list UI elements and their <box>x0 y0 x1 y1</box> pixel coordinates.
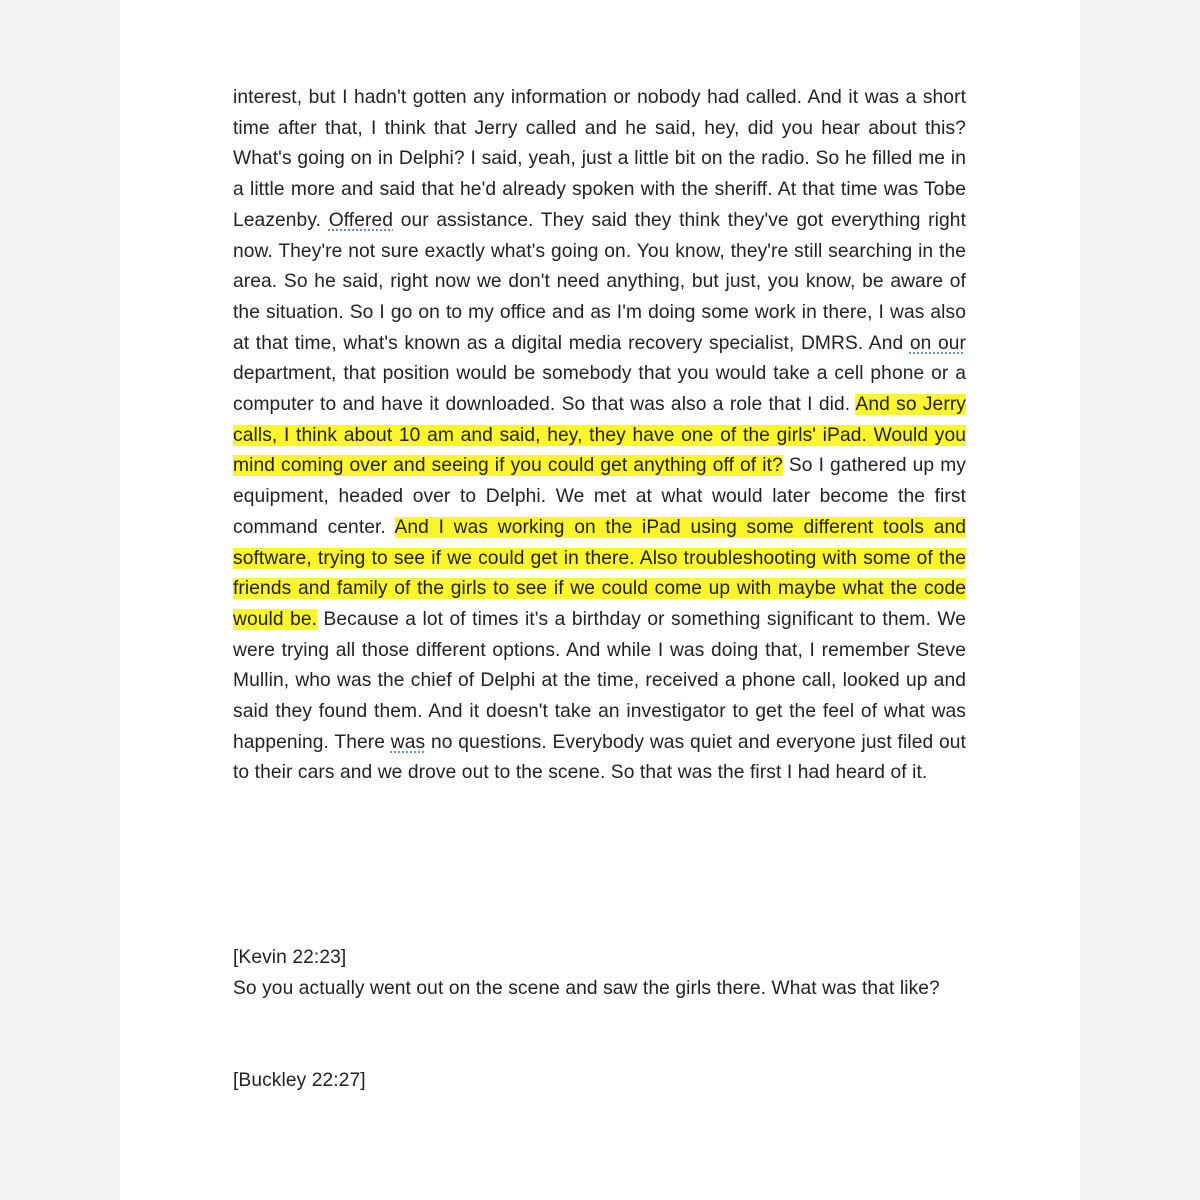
flagged-word-on-our[interactable]: on our <box>909 332 966 354</box>
text-run: no questions. Everybody was quiet and everyone just filed out to their cars and we drove out to the scene. So that was the first I had heard of it. <box>233 731 966 784</box>
text-run: So I gathered up my equipment, headed over to Delphi. We met at what would later become the first command center. <box>233 455 966 538</box>
speaker-label-buckley: [Buckley 22:27] <box>233 1070 366 1091</box>
speaker-block-kevin <box>233 943 966 1004</box>
text-run: our assistance. They said they think they've got everything right now. They're not sure exactly what's going on. You know, they're still searching in the area. So he said, right now we don't need anything, but just, you know, be aware of the situation. So I go on to my office and as I'm doing some work in there, I was also at that time, what's known as a digital media recovery specialist, DMRS. And <box>233 209 966 354</box>
highlighted-passage-ipad-work[interactable]: And I was working on the iPad using some different tools and software, trying to see if we could get in there. Also troubleshooting with some of the friends and family of the girls to see if we could come up with maybe what the code would be. <box>233 516 967 630</box>
transcript-paragraph <box>233 83 966 789</box>
text-run: Because a lot of times it's a birthday or something significant to them. We were trying all those different options. And while I was doing that, I remember Steve Mullin, who was the chief of Delphi at the time, received a phone call, looked up and said they found them. And it doesn't take an investigator to get the feel of what was happening. There <box>233 608 966 753</box>
speaker-label-kevin: [Kevin 22:23] <box>233 947 347 968</box>
flagged-word-was[interactable]: was <box>390 731 426 753</box>
speaker-block-buckley <box>233 1066 966 1097</box>
text-run: department, that position would be somebody that you would take a cell phone or a computer to and have it downloaded. So that was also a role that I did. <box>233 363 966 416</box>
document-page <box>120 0 1080 1200</box>
highlighted-passage-ipad-request[interactable]: And so Jerry calls, I think about 10 am and said, hey, they have one of the girls' iPad. Would you mind coming over and seeing if you could get anything off of it? <box>233 394 967 477</box>
flagged-word-offered[interactable]: Offered <box>328 209 394 231</box>
speaker-text-kevin: So you actually went out on the scene and saw the girls there. What was that like? <box>233 977 940 999</box>
text-run: interest, but I hadn't gotten any information or nobody had called. And it was a short time after that, I think that Jerry called and he said, hey, did you hear about this? What's going on in Delphi? I said, yeah, just a little bit on the radio. So he filled me in a little more and said that he'd already spoken with the sheriff. At that time was Tobe Leazenby. <box>233 87 966 231</box>
